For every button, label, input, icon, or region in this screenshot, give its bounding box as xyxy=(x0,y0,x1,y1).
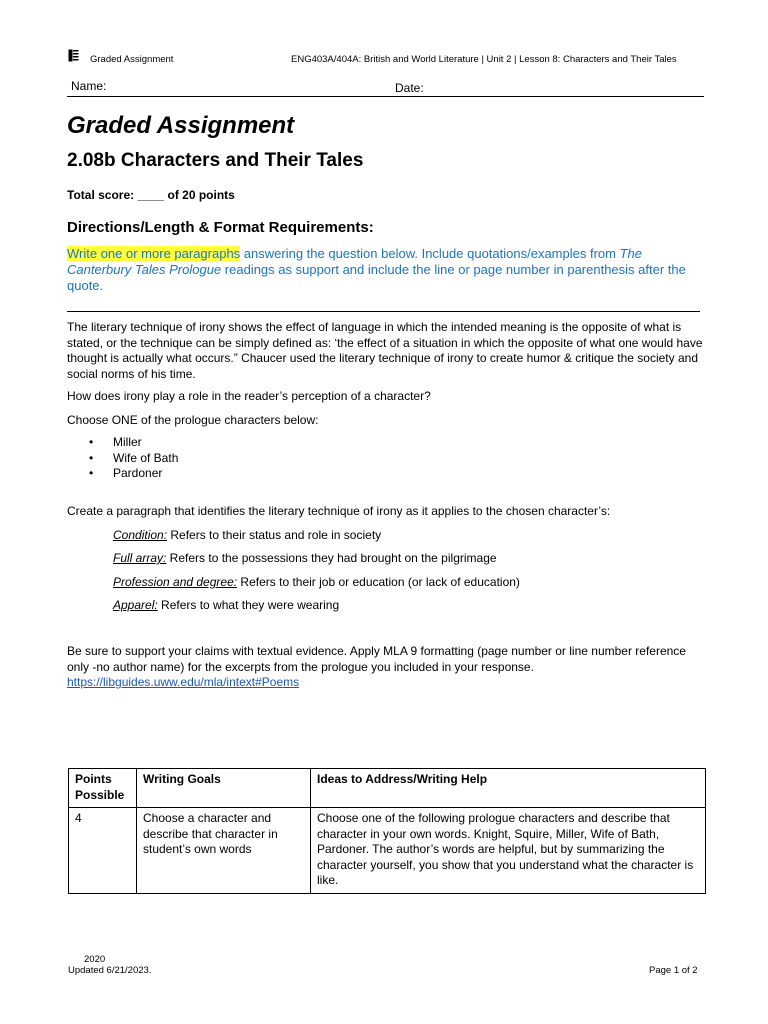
cell-goal: Choose a character and describe that character in student’s own words xyxy=(137,808,311,894)
directions-text xyxy=(67,246,703,294)
character-list xyxy=(89,435,178,482)
footer-updated: Updated 6/21/2023. xyxy=(68,965,152,976)
name-label: Name: xyxy=(71,79,107,93)
document-icon xyxy=(68,49,79,62)
directions-book-title: The Canterbury Tales Prologue xyxy=(67,246,642,277)
directions-highlight: Write one or more paragraphs xyxy=(67,246,241,261)
irony-question: How does irony play a role in the reader’s perception of a character? xyxy=(67,389,431,403)
definition-apparel: Apparel: Refers to what they were wearing xyxy=(113,598,340,612)
directions-text-a: answering the question below. Include quotations/examples from xyxy=(240,246,620,261)
footer-left xyxy=(68,954,151,976)
cell-ideas: Choose one of the following prologue characters and describe that character in your own words. Knight, Squire, Miller, Wife of Bath, Pardoner. The author’s words are helpful, but by summarizing the character yourself, you show that you understand what the character is like. xyxy=(311,808,706,894)
table-row xyxy=(69,808,706,894)
definition-full-array: Full array: Refers to the possessions they had brought on the pilgrimage xyxy=(113,551,497,565)
rubric-table xyxy=(68,768,706,894)
cell-points: 4 xyxy=(69,808,137,894)
table-header-row xyxy=(69,769,706,808)
header-goals: Writing Goals xyxy=(137,769,311,808)
page-title: Graded Assignment xyxy=(67,112,295,139)
list-item: • Miller xyxy=(89,435,142,449)
header-label: Graded Assignment xyxy=(90,54,174,65)
definition-condition: Condition: Refers to their status and role in society xyxy=(113,528,382,542)
irony-paragraph: The literary technique of irony shows the effect of language in which the intended meaning is the opposite of what is stated, or the technique can be simply defined as: ‘the effect of a situation in which the opposite of what one would have thought is actually what occurs.” Chaucer used the literary technique of irony to create humor & critique the society and social norms of his time. xyxy=(67,320,703,381)
definition-profession: Profession and degree: Refers to their job or education (or lack of education) xyxy=(113,575,520,589)
total-score: Total score: ____ of 20 points xyxy=(67,188,235,202)
header-course: ENG403A/404A: British and World Literature | Unit 2 | Lesson 8: Characters and Their Tales xyxy=(291,54,677,65)
footer-year: 2020 xyxy=(84,954,106,965)
create-paragraph-prompt: Create a paragraph that identifies the literary technique of irony as it applies to the chosen character’s: xyxy=(67,504,611,518)
section-rule xyxy=(67,311,700,312)
page-subtitle: 2.08b Characters and Their Tales xyxy=(67,150,364,171)
mla-instructions: Be sure to support your claims with textual evidence. Apply MLA 9 formatting (page number or line number reference only -no author name) for the excerpts from the prologue you included in your response. https://libguides.uww.edu/mla/intext#Poems xyxy=(67,644,686,689)
list-item: • Wife of Bath xyxy=(89,450,179,465)
header-points: Points Possible xyxy=(69,769,137,808)
directions-text-b: readings as support and include the line or page number in parenthesis after the quote. xyxy=(67,262,686,293)
mla-link[interactable]: https://libguides.uww.edu/mla/intext#Poems xyxy=(67,675,300,689)
choose-prompt: Choose ONE of the prologue characters below: xyxy=(67,413,319,427)
header-rule xyxy=(67,96,704,97)
directions-heading: Directions/Length & Format Requirements: xyxy=(67,219,374,236)
page-number: Page 1 of 2 xyxy=(649,965,698,976)
header-ideas: Ideas to Address/Writing Help xyxy=(311,769,706,808)
list-item: • Pardoner xyxy=(89,466,163,480)
date-label: Date: xyxy=(395,81,424,95)
